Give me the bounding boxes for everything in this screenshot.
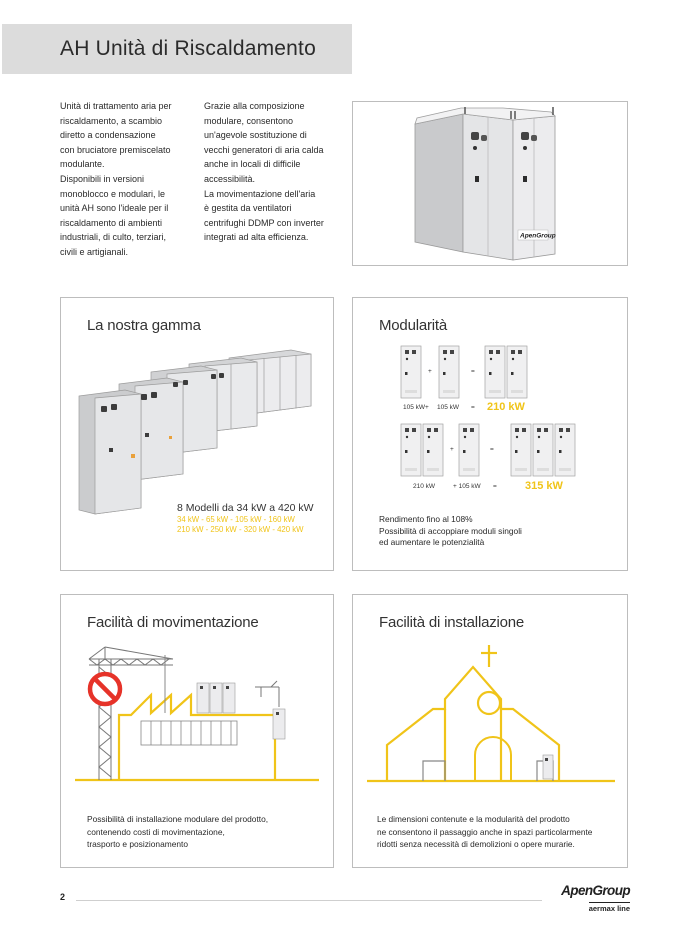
mod-plus-1: + [428,368,432,375]
mod-eq1-result: 210 kW [487,401,525,413]
mod-eq2-a: 210 kW [413,483,436,490]
intro-line: unità AH sono l'ideale per il [60,203,169,214]
intro-line: industriali, di culto, terziari, [60,232,167,243]
gamma-models: 8 Modelli da 34 kW a 420 kW [177,502,314,514]
mod-equals-2: = [490,446,494,453]
product-photo-frame [352,101,628,266]
intro-line: monoblocco e modulari, le [60,188,166,199]
brand-logo [546,884,630,916]
intro-line: modulante. [60,159,105,170]
mod-eq1-b: 105 kW [437,404,460,411]
handling-caption-line: Possibilità di installazione modulare del prodotto, [87,814,269,824]
handling-caption-line: trasporto e posizionamento [87,839,189,849]
gamma-title: La nostra gamma [87,317,201,334]
handling-panel [60,594,334,868]
intro-line: un'agevole sostituzione di [204,130,307,141]
mod-eq2-b: + 105 kW [453,483,481,490]
intro-line: diretto a condensazione [60,130,156,141]
intro-line: centrifughi DDMP con inverter [204,217,324,228]
installation-caption-line: ridotti senza necessità di demolizioni o opere murarie. [377,839,575,849]
mod-eq2-result: 315 kW [525,480,563,492]
brand-name: ApenGroup [561,883,630,898]
modularity-caption-line: Possibilità di accoppiare moduli singoli [379,525,522,536]
installation-panel [352,594,628,868]
mod-equals-1: = [471,368,475,375]
gamma-caption [177,502,314,535]
page-number: 2 [60,892,66,902]
installation-caption-line: Le dimensioni contenute e la modularità del prodotto [377,814,570,824]
modularity-caption-line: Rendimento fino al 108% [379,514,473,524]
unit-row-back [79,350,311,514]
intro-line: integrati ad alta efficienza. [204,232,309,243]
unit-badge-text: ApenGroup [520,232,556,240]
intro-line: riscaldamento, a scambio [60,115,163,126]
handling-caption-line: contenendo costi di movimentazione, [87,826,225,837]
heating-unit-photo [353,102,627,265]
handling-caption [87,813,268,851]
modularity-caption [379,514,522,549]
intro-line: riscaldamento di ambienti [60,217,163,228]
mod-eq2-eq: = [493,483,497,490]
mod-plus-2: + [450,446,454,453]
footer-divider [76,900,542,901]
intro-line: con bruciatore premiscelato [60,144,171,155]
title-band [2,24,352,74]
intro-line: Disponibili in versioni [60,173,145,184]
intro-column-1 [60,99,192,260]
intro-line: accessibilità. [204,173,256,184]
modularity-title: Modularità [379,317,448,334]
intro-line: modulare, consentono [204,115,294,126]
intro-line: civili e artigianali. [60,246,129,257]
modularity-caption-line: ed aumentare le potenzialità [379,537,485,547]
gamma-sizes-row-1: 34 kW - 65 kW - 105 kW - 160 kW [177,515,295,524]
intro-line: Unità di trattamento aria per [60,101,172,111]
intro-line: Grazie alla composizione [204,101,305,111]
modularity-panel [352,297,628,571]
installation-caption-line: ne consentono il passaggio anche in spazi particolarmente [377,826,593,837]
intro-column-2 [204,99,344,245]
intro-line: anche in locali di difficile [204,159,301,170]
page-title: AH Unità di Riscaldamento [60,37,316,60]
installation-caption [377,813,592,851]
intro-line: La movimentazione dell'aria [204,188,316,199]
mod-eq1-eq: = [471,404,475,411]
gamma-panel [60,297,334,571]
installation-title: Facilità di installazione [379,614,525,631]
intro-line: è gestita da ventilatori [204,203,292,214]
brand-subline: aermax line [588,904,630,913]
mod-eq1-a: 105 kW+ [403,404,429,411]
handling-title: Facilità di movimentazione [87,614,259,631]
gamma-sizes-row-2: 210 kW - 250 kW - 320 kW - 420 kW [177,525,304,534]
prohibition-icon [90,674,120,704]
intro-line: vecchi generatori di aria calda [204,144,324,155]
